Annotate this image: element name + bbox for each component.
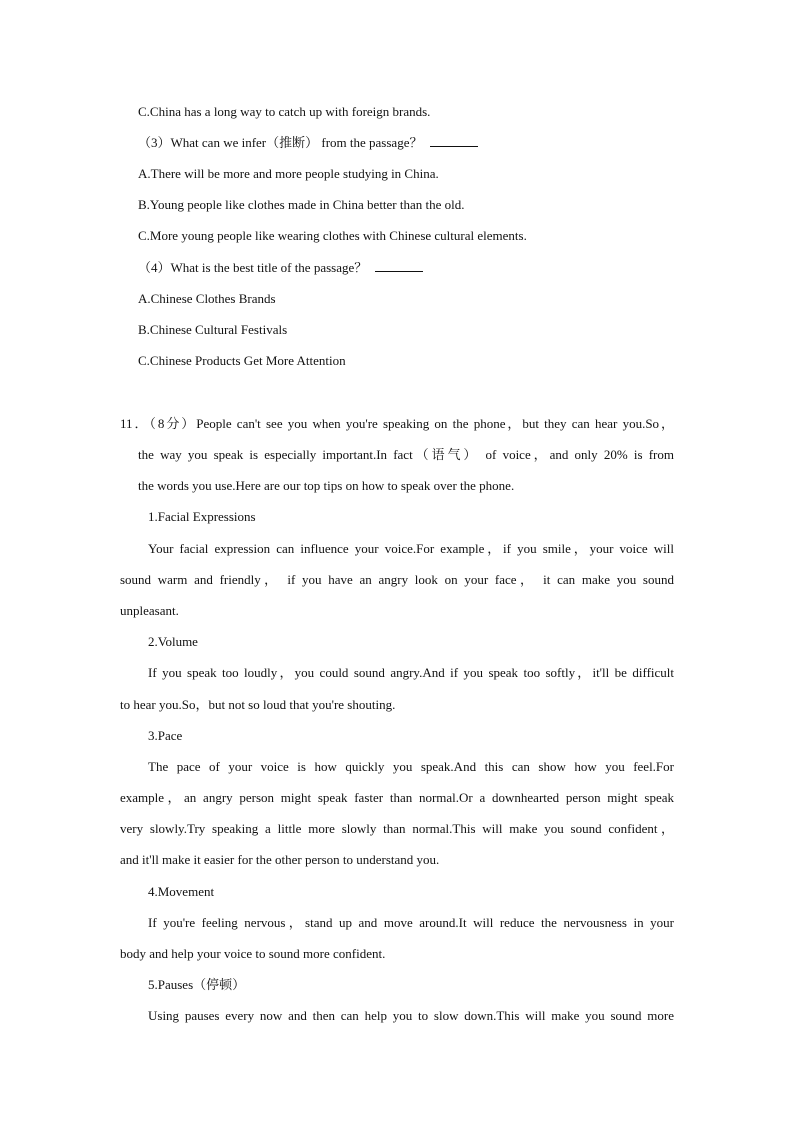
section-text-line: Using pauses every now and then can help you to slow down.This will make you sound more: [148, 1008, 674, 1023]
q3-option-b: B.Young people like clothes made in China better than the old.: [138, 197, 465, 212]
q11-intro-line-2: the way you speak is especially important.In fact（语气） of voice，and only 20% is from: [138, 447, 674, 462]
q11-intro-line-3: the words you use.Here are our top tips on how to speak over the phone.: [138, 478, 515, 493]
q4-stem: [138, 260, 423, 276]
q4-option-b: B.Chinese Cultural Festivals: [138, 322, 288, 337]
section-text-line: and it'll make it easier for the other person to understand you.: [120, 852, 440, 867]
q3-option-c: C.More young people like wearing clothes with Chinese cultural elements.: [138, 228, 527, 243]
section-text-line: The pace of your voice is how quickly you speak.And this can show how you feel.For: [148, 759, 674, 774]
section-text-line: body and help your voice to sound more confident.: [120, 946, 386, 961]
q4-answer-blank[interactable]: [375, 261, 423, 272]
section-text-line: If you're feeling nervous，stand up and move around.It will reduce the nervousness in your: [148, 915, 674, 930]
section-text-line: to hear you.So，but not so loud that you're shouting.: [120, 697, 396, 712]
q2-option-c: C.China has a long way to catch up with foreign brands.: [138, 104, 431, 119]
section-text-line: Your facial expression can influence your voice.For example，if you smile，your voice will: [148, 541, 674, 556]
q3-option-a: A.There will be more and more people studying in China.: [138, 166, 439, 181]
q3-answer-blank[interactable]: [430, 136, 478, 147]
q4-option-c: C.Chinese Products Get More Attention: [138, 353, 346, 368]
q4-option-a: A.Chinese Clothes Brands: [138, 291, 276, 306]
section-heading-movement: 4.Movement: [148, 884, 215, 899]
section-heading-pauses: 5.Pauses（停顿）: [148, 977, 246, 992]
section-heading-pace: 3.Pace: [148, 728, 183, 743]
q3-stem: [138, 135, 478, 151]
q4-stem-text: （4）What is the best title of the passage？: [138, 260, 368, 275]
section-text-line: If you speak too loudly，you could sound angry.And if you speak too softly，it'll be difficult: [148, 665, 674, 680]
section-text-line: unpleasant.: [120, 603, 179, 618]
section-text-line: very slowly.Try speaking a little more slowly than normal.This will make you sound confident，: [120, 821, 674, 836]
section-heading-volume: 2.Volume: [148, 634, 198, 649]
section-heading-facial-expressions: 1.Facial Expressions: [148, 509, 256, 524]
section-text-line: sound warm and friendly， if you have an angry look on your face， it can make you sound: [120, 572, 674, 587]
q11-intro-line-1: 11．（8分）People can't see you when you're speaking on the phone，but they can hear you.So，: [120, 416, 674, 431]
section-text-line: example，an angry person might speak faster than normal.Or a downhearted person might speak: [120, 790, 674, 805]
q3-stem-text: （3）What can we infer（推断） from the passage？: [138, 135, 423, 150]
